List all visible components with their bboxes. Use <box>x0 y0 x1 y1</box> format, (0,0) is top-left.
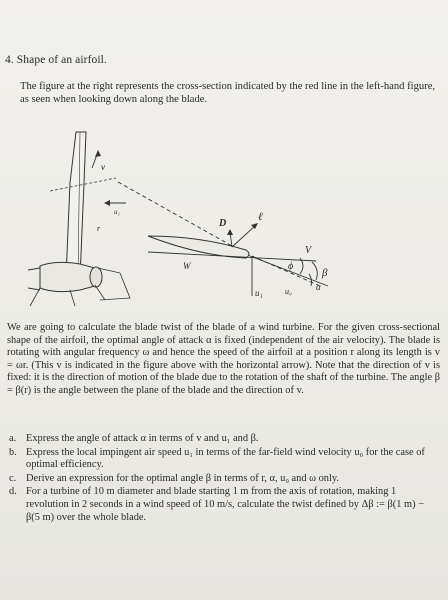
question-text: Derive an expression for the optimal angle β in terms of r, α, u₀ and ω only. <box>26 472 339 484</box>
question-letter: c. <box>9 472 17 484</box>
label-W: W <box>183 261 191 271</box>
label-u0: u₀ <box>285 287 292 296</box>
v-arrowhead <box>95 150 101 157</box>
body-paragraph: We are going to calculate the blade twist of the blade of a wind turbine. For the given cross-sectional shape of the airfoil, the optimal angle of attack α is fixed (independent of the air velocity). The blade is rotating with angular frequency ω and hence the speed of the airfoil at a position r along its length is v = ωr. (This v is indicated in the figure above with the horizontal arrow). Note that the direction of v is fixed: it is the direction of motion of the blade due to the rotation of the shaft of the turbine. The angle β = β(r) is the angle between the plane of the blade and the direction of v. <box>7 322 440 396</box>
label-u1: u₁ <box>255 288 263 298</box>
question-text: Express the local impingent air speed u₁ in terms of the far-field wind velocity u₀ for the case of optimal efficiency. <box>26 446 425 471</box>
question-a <box>7 433 440 446</box>
lift-vector <box>232 225 256 247</box>
question-d <box>7 486 440 524</box>
label-D: D <box>219 218 227 229</box>
label-V: V <box>305 245 312 256</box>
label-left-u1: u₁ <box>114 208 120 216</box>
airfoil-figure <box>0 128 448 318</box>
u1-arrowhead <box>104 200 110 206</box>
question-text: For a turbine of 10 m diameter and blade starting 1 m from the axis of rotation, making 1 revolution in 2 seconds in a wind speed of 10 m/s, calculate the twist defined by Δβ := β(1 m) − β(5 m) over the whole blade. <box>26 486 425 523</box>
label-L: ℓ <box>258 211 263 223</box>
question-c <box>7 473 440 486</box>
question-list <box>7 433 440 525</box>
turbine-blade-drawing <box>28 132 130 306</box>
question-b <box>7 447 440 472</box>
section-heading: 4. Shape of an airfoil. <box>5 54 107 66</box>
question-text: Express the angle of attack α in terms of v and u₁ and β. <box>26 433 259 444</box>
question-letter: d. <box>9 486 17 498</box>
beta-arc <box>312 262 317 280</box>
label-beta: β <box>322 267 328 279</box>
alpha-arc <box>309 274 312 286</box>
question-letter: b. <box>9 446 17 458</box>
intro-paragraph: The figure at the right represents the cross-section indicated by the red line in the left-hand figure, as seen when looking down along the blade. <box>20 81 436 105</box>
label-left-r: r <box>97 224 101 233</box>
label-phi: ϕ <box>288 261 294 272</box>
label-alpha: α <box>316 282 321 292</box>
question-letter: a. <box>9 433 17 444</box>
label-left-v: v <box>101 162 105 172</box>
drag-arrowhead <box>227 229 233 235</box>
